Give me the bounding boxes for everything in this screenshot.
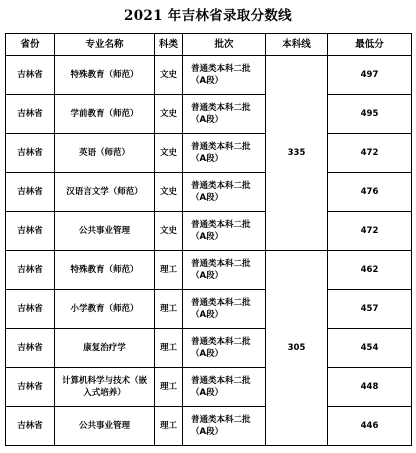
cell-province: 吉林省: [6, 407, 55, 446]
cell-category: 理工: [155, 290, 183, 329]
header-batch: 批次: [183, 34, 266, 56]
cell-category: 文史: [155, 95, 183, 134]
cell-category: 文史: [155, 212, 183, 251]
cell-province: 吉林省: [6, 134, 55, 173]
cell-province: 吉林省: [6, 212, 55, 251]
cell-major: 学前教育（师范）: [55, 95, 155, 134]
cell-batch: 普通类本科二批（A段）: [183, 95, 266, 134]
cell-baseline-wenshi: 335: [266, 56, 328, 251]
cell-province: 吉林省: [6, 56, 55, 95]
cell-min-score: 476: [328, 173, 412, 212]
cell-batch: 普通类本科二批（A段）: [183, 290, 266, 329]
table-row: [6, 95, 412, 134]
cell-min-score: 454: [328, 329, 412, 368]
cell-min-score: 472: [328, 134, 412, 173]
cell-province: 吉林省: [6, 95, 55, 134]
cell-province: 吉林省: [6, 251, 55, 290]
cell-major: 汉语言文学（师范）: [55, 173, 155, 212]
cell-category: 文史: [155, 134, 183, 173]
cell-min-score: 497: [328, 56, 412, 95]
cell-major: 公共事业管理: [55, 407, 155, 446]
cell-category: 理工: [155, 329, 183, 368]
table-row: [6, 251, 412, 290]
cell-category: 理工: [155, 407, 183, 446]
cell-province: 吉林省: [6, 173, 55, 212]
cell-major: 英语（师范）: [55, 134, 155, 173]
table-title: 2021 年吉林省录取分数线: [124, 8, 292, 24]
cell-batch: 普通类本科二批（A段）: [183, 212, 266, 251]
cell-category: 理工: [155, 368, 183, 407]
cell-batch: 普通类本科二批（A段）: [183, 407, 266, 446]
table-row: [6, 173, 412, 212]
cell-batch: 普通类本科二批（A段）: [183, 56, 266, 95]
table-header-row: [6, 34, 412, 56]
cell-category: 文史: [155, 56, 183, 95]
cell-batch: 普通类本科二批（A段）: [183, 329, 266, 368]
cell-min-score: 448: [328, 368, 412, 407]
cell-major: 康复治疗学: [55, 329, 155, 368]
header-major: 专业名称: [55, 34, 155, 56]
header-baseline: 本科线: [266, 34, 328, 56]
cell-major: 计算机科学与技术（嵌入式培养）: [55, 368, 155, 407]
cell-category: 理工: [155, 251, 183, 290]
cell-min-score: 462: [328, 251, 412, 290]
cell-min-score: 495: [328, 95, 412, 134]
cell-batch: 普通类本科二批（A段）: [183, 173, 266, 212]
table-row: [6, 134, 412, 173]
cell-batch: 普通类本科二批（A段）: [183, 134, 266, 173]
table-row: [6, 290, 412, 329]
table-row: [6, 56, 412, 95]
cell-major: 小学教育（师范）: [55, 290, 155, 329]
table-row: [6, 212, 412, 251]
cell-province: 吉林省: [6, 368, 55, 407]
admission-score-table: [5, 33, 412, 446]
header-category: 科类: [155, 34, 183, 56]
cell-province: 吉林省: [6, 290, 55, 329]
cell-batch: 普通类本科二批（A段）: [183, 368, 266, 407]
cell-major: 特殊教育（师范）: [55, 251, 155, 290]
table-row: [6, 407, 412, 446]
cell-category: 文史: [155, 173, 183, 212]
cell-province: 吉林省: [6, 329, 55, 368]
cell-min-score: 457: [328, 290, 412, 329]
header-province: 省份: [6, 34, 55, 56]
cell-batch: 普通类本科二批（A段）: [183, 251, 266, 290]
header-min-score: 最低分: [328, 34, 412, 56]
cell-min-score: 446: [328, 407, 412, 446]
cell-major: 公共事业管理: [55, 212, 155, 251]
table-row: [6, 329, 412, 368]
table-row: [6, 368, 412, 407]
cell-min-score: 472: [328, 212, 412, 251]
cell-major: 特殊教育（师范）: [55, 56, 155, 95]
cell-baseline-ligong: 305: [266, 251, 328, 446]
